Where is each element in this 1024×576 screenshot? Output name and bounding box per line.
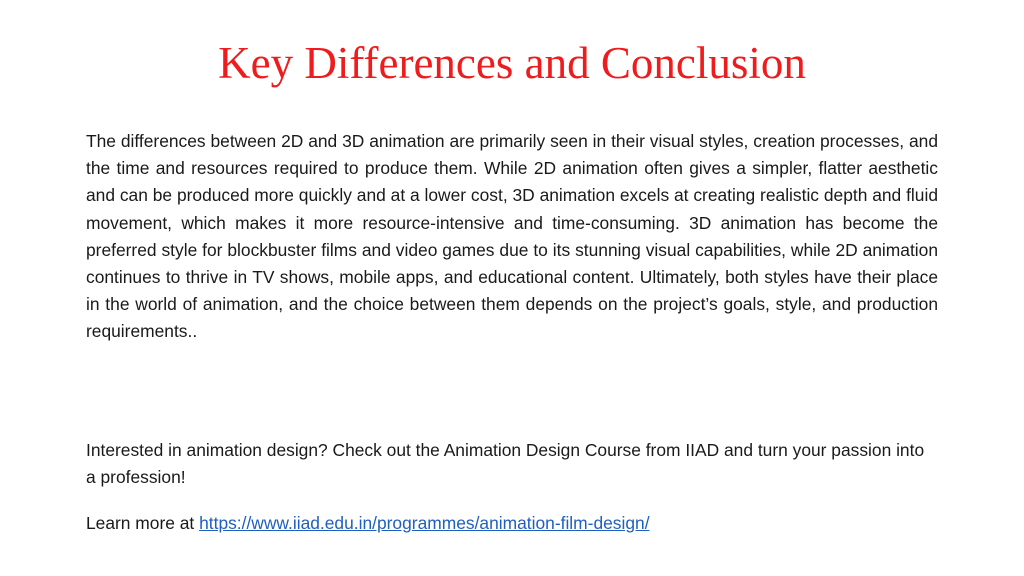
- learn-more-line: [86, 510, 938, 537]
- slide-title: Key Differences and Conclusion: [218, 38, 806, 88]
- course-link[interactable]: https://www.iiad.edu.in/programmes/animation-film-design/: [199, 513, 650, 533]
- conclusion-paragraph: The differences between 2D and 3D animation are primarily seen in their visual styles, creation processes, and the time and resources required to produce them. While 2D animation often gives a simpler, flatter aesthetic and can be produced more quickly and at a lower cost, 3D animation excels at creating realistic depth and fluid movement, which makes it more resource-intensive and time-consuming. 3D animation has become the preferred style for blockbuster films and video games due to its stunning visual capabilities, while 2D animation continues to thrive in TV shows, mobile apps, and educational content. Ultimately, both styles have their place in the world of animation, and the choice between them depends on the project’s goals, style, and production requirements..: [86, 131, 938, 342]
- call-to-action-paragraph: Interested in animation design? Check out the Animation Design Course from IIAD and turn your passion into a profession!: [86, 440, 925, 488]
- learn-more-prefix: Learn more at: [86, 513, 200, 533]
